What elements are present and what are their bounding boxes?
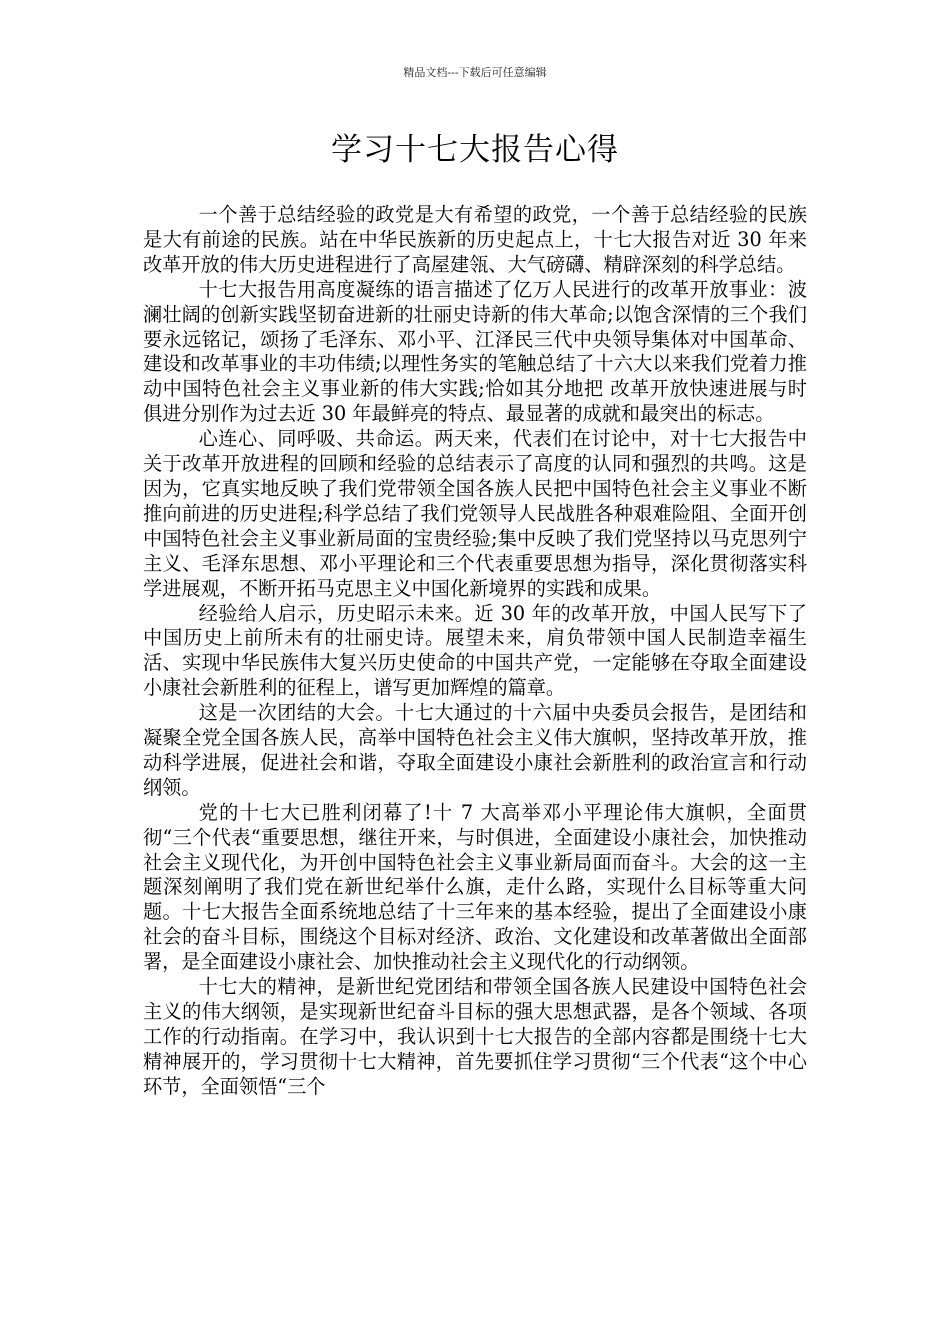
paragraph: 一个善于总结经验的政党是大有希望的政党，一个善于总结经验的民族是大有前途的民族。站在中华民族新的历史起点上，十七大报告对近 30 年来改革开放的伟大历史进程进行了高屋建瓴、大气磅礴、精辟深刻的科学总结。 <box>143 203 807 276</box>
paragraph: 十七大报告用高度凝练的语言描述了亿万人民进行的改革开放事业：波澜壮阔的创新实践坚韧奋进新的壮丽史诗新的伟大革命;以饱含深情的三个我们要永远铭记，颂扬了毛泽东、邓小平、江泽民三代中央领导集体对中国革命、建设和改革事业的丰功伟绩;以理性务实的笔触总结了十六大以来我们党着力推动中国特色社会主义事业新的伟大实践;恰如其分地把 改革开放快速进展与时俱进分别作为过去近 30 年最鲜亮的特点、最显著的成就和最突出的标志。 <box>143 277 807 426</box>
paragraph: 经验给人启示，历史昭示未来。近 30 年的改革开放，中国人民写下了中国历史上前所未有的壮丽史诗。展望未来，肩负带领中国人民制造幸福生活、实现中华民族伟大复兴历史使命的中国共产党，一定能够在夺取全面建设小康社会新胜利的征程上，谱写更加辉煌的篇章。 <box>143 601 807 700</box>
document-body <box>143 203 807 1100</box>
page-header-note: 精品文档---下载后可任意编辑 <box>403 66 547 79</box>
paragraph: 心连心、同呼吸、共命运。两天来，代表们在讨论中，对十七大报告中关于改革开放进程的回顾和经验的总结表示了高度的认同和强烈的共鸣。这是因为，它真实地反映了我们党带领全国各族人民把中国特色社会主义事业不断推向前进的历史进程;科学总结了我们党领导人民战胜各种艰难险阻、全面开创中国特色社会主义事业新局面的宝贵经验;集中反映了我们党坚持以马克思列宁主义、毛泽东思想、邓小平理论和三个代表重要思想为指导，深化贯彻落实科学进展观，不断开拓马克思主义中国化新境界的实践和成果。 <box>143 427 807 600</box>
paragraph: 十七大的精神，是新世纪党团结和带领全国各族人民建设中国特色社会主义的伟大纲领，是实现新世纪奋斗目标的强大思想武器，是各个领域、各项工作的行动指南。在学习中，我认识到十七大报告的全部内容都是围绕十七大精神展开的，学习贯彻十七大精神，首先要抓住学习贯彻“三个代表“这个中心环节，全面领悟“三个 <box>143 975 807 1098</box>
paragraph: 党的十七大已胜利闭幕了!十 7 大高举邓小平理论伟大旗帜，全面贯彻“三个代表“重要思想，继往开来，与时俱进，全面建设小康社会，加快推动社会主义现代化，为开创中国特色社会主义事业新局面而奋斗。大会的这一主题深刻阐明了我们党在新世纪举什么旗，走什么路，实现什么目标等重大问题。十七大报告全面系统地总结了十三年来的基本经验，提出了全面建设小康社会的奋斗目标，围绕这个目标对经济、政治、文化建设和改革著做出全面部署，是全面建设小康社会、加快推动社会主义现代化的行动纲领。 <box>143 800 807 974</box>
document-title: 学习十七大报告心得 <box>331 132 619 168</box>
paragraph: 这是一次团结的大会。十七大通过的十六届中央委员会报告，是团结和凝聚全党全国各族人民，高举中国特色社会主义伟大旗帜，坚持改革开放，推动科学进展，促进社会和谐，夺取全面建设小康社会新胜利的政治宣言和行动纲领。 <box>143 701 807 799</box>
